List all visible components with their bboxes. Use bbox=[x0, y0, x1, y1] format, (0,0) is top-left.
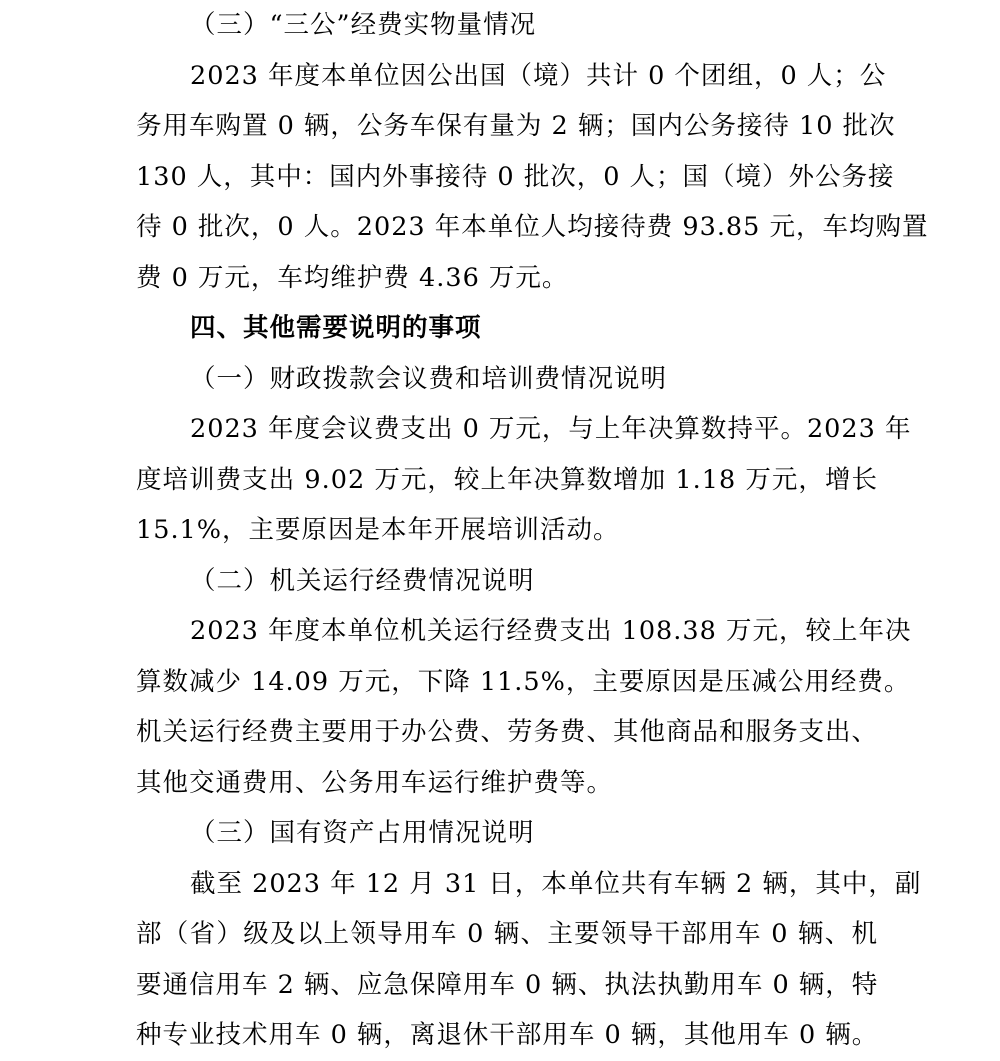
paragraph-line: 种专业技术用车 0 辆，离退休干部用车 0 辆，其他用车 0 辆。 bbox=[136, 1020, 879, 1050]
section-heading-other-matters: 四、其他需要说明的事项 bbox=[190, 313, 482, 343]
paragraph-line: 务用车购置 0 辆，公务车保有量为 2 辆；国内公务接待 10 批次 bbox=[136, 111, 896, 141]
paragraph-line: 2023 年度本单位因公出国（境）共计 0 个团组，0 人；公 bbox=[190, 60, 887, 91]
heading-operating-expenses: （二）机关运行经费情况说明 bbox=[190, 565, 535, 596]
paragraph-line: 费 0 万元，车均维护费 4.36 万元。 bbox=[136, 262, 569, 293]
heading-three-public-quantity: （三）“三公”经费实物量情况 bbox=[190, 10, 537, 40]
paragraph-line: 度培训费支出 9.02 万元，较上年决算数增加 1.18 万元，增长 bbox=[136, 464, 878, 495]
paragraph-line: 要通信用车 2 辆、应急保障用车 0 辆、执法执勤用车 0 辆，特 bbox=[136, 969, 879, 1000]
paragraph-line: 15.1%，主要原因是本年开展培训活动。 bbox=[136, 515, 620, 545]
paragraph-line: 130 人，其中：国内外事接待 0 批次，0 人；国（境）外公务接 bbox=[136, 161, 895, 192]
paragraph-line: 机关运行经费主要用于办公费、劳务费、其他商品和服务支出、 bbox=[136, 717, 879, 747]
paragraph-line: 截至 2023 年 12 月 31 日，本单位共有车辆 2 辆，其中，副 bbox=[190, 868, 922, 899]
paragraph-line: 2023 年度会议费支出 0 万元，与上年决算数持平。2023 年 bbox=[190, 414, 912, 444]
paragraph-line: 其他交通费用、公务用车运行维护费等。 bbox=[136, 767, 614, 798]
paragraph-line: 部（省）级及以上领导用车 0 辆、主要领导干部用车 0 辆、机 bbox=[136, 919, 878, 949]
paragraph-line: 2023 年度本单位机关运行经费支出 108.38 万元，较上年决 bbox=[190, 616, 912, 646]
heading-state-assets: （三）国有资产占用情况说明 bbox=[190, 818, 535, 848]
paragraph-line: 算数减少 14.09 万元，下降 11.5%，主要原因是压减公用经费。 bbox=[136, 666, 911, 697]
paragraph-line: 待 0 批次，0 人。2023 年本单位人均接待费 93.85 元，车均购置 bbox=[136, 212, 929, 242]
heading-meeting-training-fees: （一）财政拨款会议费和培训费情况说明 bbox=[190, 363, 668, 394]
document-page bbox=[136, 0, 929, 1061]
